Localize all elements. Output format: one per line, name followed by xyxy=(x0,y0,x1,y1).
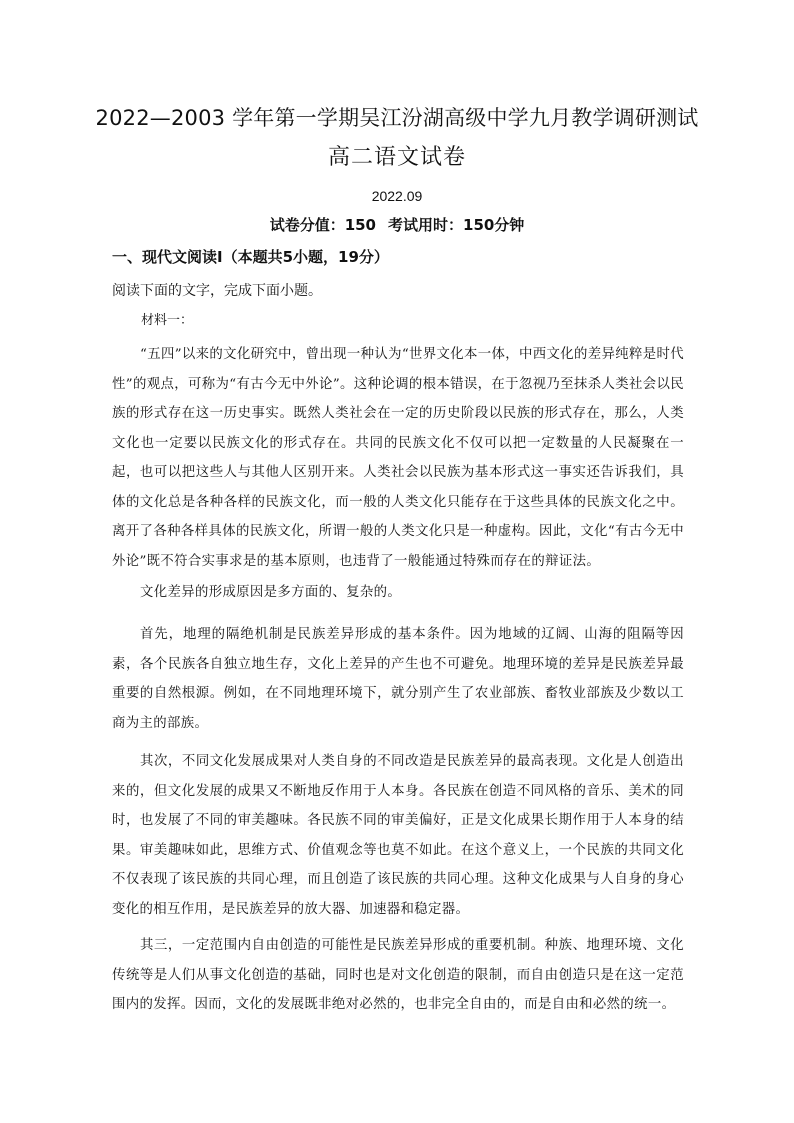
instruction-text: 阅读下面的文字，完成下面小题。 xyxy=(112,283,322,299)
score-label: 试卷分值：150 xyxy=(269,216,376,234)
paragraph-4: 其次，不同文化发展成果对人类自身的不同改造是民族差异的最高表现。文化是人创造出来的，但文化发展的成果又不断地反作用于人本身。各民族在创造不同风格的音乐、美术的同时，也发展了不同的审美趣味。各民族不同的审美偏好，正是文化成果长期作用于人本身的结果。审美趣味如此，思维方式、价值观念等也莫不如此。在这个意义上，一个民族的共同文化不仅表现了该民族的共同心理，而且创造了该民族的共同心理。这种文化成果与人自身的身心变化的相互作用，是民族差异的放大器、加速器和稳定器。 xyxy=(112,754,684,917)
paragraph-5: 其三，一定范围内自由创造的可能性是民族差异形成的重要机制。种族、地理环境、文化传统等是人们从事文化创造的基础，同时也是对文化创造的限制，而自由创造只是在这一定范围内的发挥。因而，文化的发展既非绝对必然的，也非完全自由的，而是自由和必然的统一。 xyxy=(112,938,684,1012)
paragraph-3: 首先，地理的隔绝机制是民族差异形成的基本条件。因为地域的辽阔、山海的阻隔等因素，各个民族各自独立地生存，文化上差异的产生也不可避免。地理环境的差异是民族差异最重要的自然根源。例如，在不同地理环境下，就分别产生了农业部族、畜牧业部族及少数以工商为主的部族。 xyxy=(112,627,684,731)
exam-title: 2022—2003 学年第一学期吴江汾湖高级中学九月教学调研测试 xyxy=(95,106,699,130)
material-label: 材料一： xyxy=(141,313,194,328)
exam-meta xyxy=(0,214,794,236)
time-label: 考试用时：150分钟 xyxy=(388,216,525,234)
paragraph-1: “五四”以来的文化研究中，曾出现一种认为“世界文化本一体，中西文化的差异纯粹是时代性”的观点，可称为“有古今无中外论”。这种论调的根本错误，在于忽视乃至抹杀人类社会以民族的形式存在这一历史事实。既然人类社会在一定的历史阶段以民族的形式存在，那么，人类文化也一定要以民族文化的形式存在。共同的民族文化不仅可以把一定数量的人民凝聚在一起，也可以把这些人与其他人区别开来。人类社会以民族为基本形式这一事实还告诉我们，具体的文化总是各种各样的民族文化，而一般的人类文化只能存在于这些具体的民族文化之中。离开了各种各样具体的民族文化，所谓一般的人类文化只是一种虚构。因此，文化“有古今无中外论”既不符合实事求是的基本原则，也违背了一般能通过特殊而存在的辩证法。 xyxy=(112,347,684,569)
exam-date: 2022.09 xyxy=(371,188,423,204)
exam-subtitle: 高二语文试卷 xyxy=(327,145,466,170)
section-heading: 一、现代文阅读Ⅰ（本题共5小题，19分） xyxy=(112,248,389,266)
paragraph-2: 文化差异的形成原因是多方面的、复杂的。 xyxy=(140,585,402,600)
